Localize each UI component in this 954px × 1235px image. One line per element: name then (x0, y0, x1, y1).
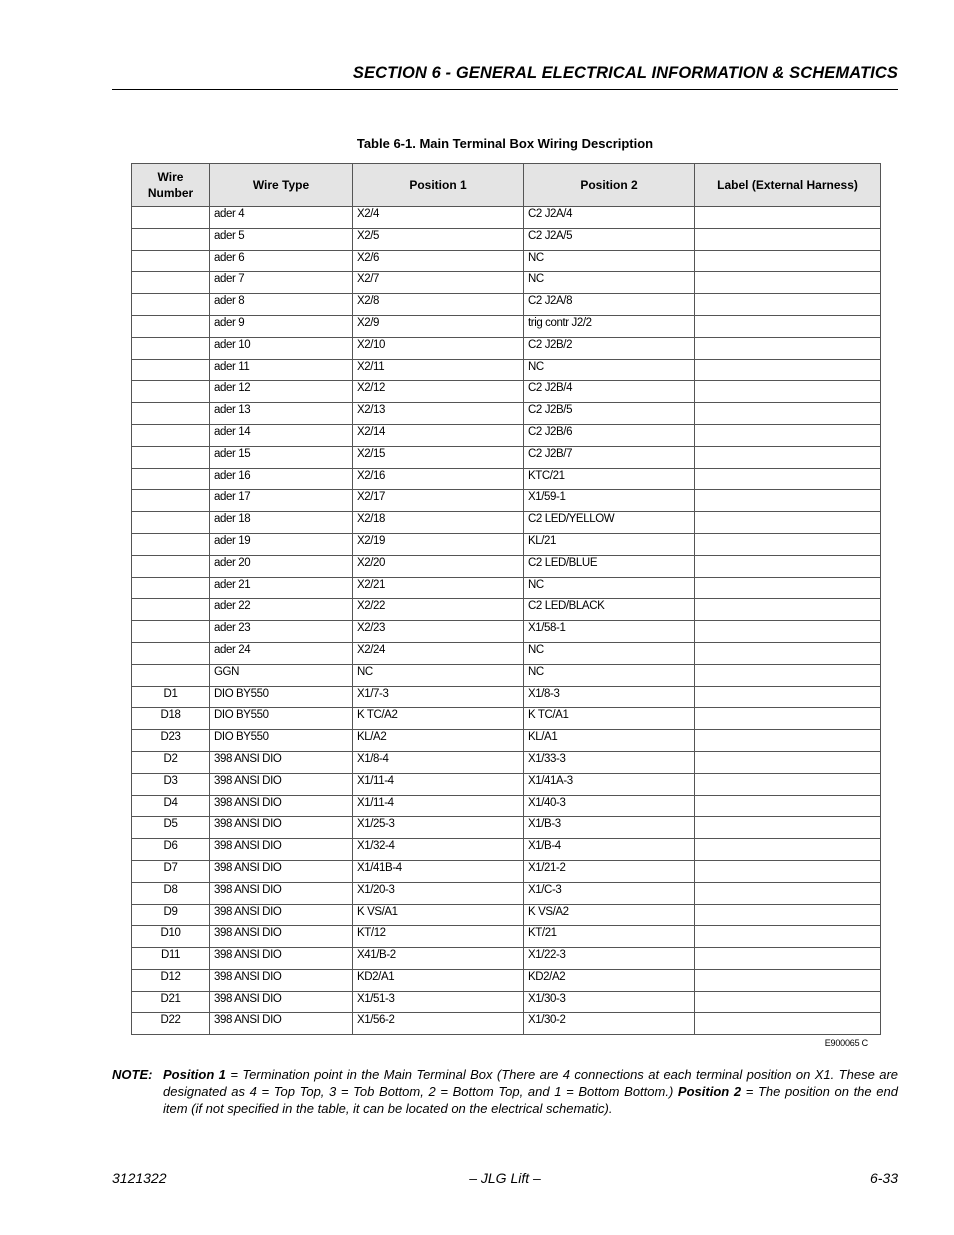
cell-position-2: NC (524, 250, 695, 272)
cell-label (695, 817, 881, 839)
cell-label (695, 795, 881, 817)
cell-wire-type: ader 7 (210, 272, 353, 294)
table-title: Table 6-1. Main Terminal Box Wiring Description (356, 136, 654, 151)
cell-position-1: X1/20-3 (353, 882, 524, 904)
column-header-position-2: Position 2 (524, 164, 695, 207)
cell-position-1: X2/12 (353, 381, 524, 403)
cell-position-1: X1/51-3 (353, 991, 524, 1013)
cell-label (695, 446, 881, 468)
cell-position-1: X2/20 (353, 555, 524, 577)
cell-wire-type: ader 19 (210, 533, 353, 555)
cell-position-1: X2/19 (353, 533, 524, 555)
cell-label (695, 250, 881, 272)
table-row (132, 795, 881, 817)
note-position-1-text: = Termination point in the Main Terminal Box (There are 4 connections at each terminal position on X1. These are designated as 4 = Top Top, 3 = Tob Bottom, 2 = Bottom Top, and 1 = Bottom Bottom.) (163, 1067, 898, 1099)
cell-wire-number (132, 272, 210, 294)
cell-label (695, 926, 881, 948)
cell-position-1: X1/8-4 (353, 751, 524, 773)
cell-label (695, 621, 881, 643)
cell-position-1: X2/22 (353, 599, 524, 621)
cell-position-2: NC (524, 577, 695, 599)
cell-wire-number (132, 642, 210, 664)
table-row (132, 926, 881, 948)
cell-wire-number (132, 207, 210, 229)
cell-position-2: KL/A1 (524, 730, 695, 752)
cell-wire-number (132, 599, 210, 621)
cell-wire-number: D8 (132, 882, 210, 904)
cell-position-1: K VS/A1 (353, 904, 524, 926)
cell-position-1: X41/B-2 (353, 948, 524, 970)
table-row (132, 272, 881, 294)
cell-position-2: NC (524, 642, 695, 664)
cell-wire-number: D4 (132, 795, 210, 817)
cell-position-2: C2 J2A/4 (524, 207, 695, 229)
cell-wire-number (132, 294, 210, 316)
table-row (132, 904, 881, 926)
cell-wire-number (132, 403, 210, 425)
table-row (132, 207, 881, 229)
cell-position-1: X2/11 (353, 359, 524, 381)
cell-position-1: X1/25-3 (353, 817, 524, 839)
cell-wire-number: D22 (132, 1013, 210, 1035)
cell-position-2: X1/59-1 (524, 490, 695, 512)
table-row (132, 250, 881, 272)
cell-wire-type: 398 ANSI DIO (210, 882, 353, 904)
cell-label (695, 708, 881, 730)
column-header-label: Label (External Harness) (695, 164, 881, 207)
cell-position-1: X2/8 (353, 294, 524, 316)
cell-wire-type: 398 ANSI DIO (210, 860, 353, 882)
cell-wire-type: ader 17 (210, 490, 353, 512)
cell-wire-number: D9 (132, 904, 210, 926)
cell-label (695, 664, 881, 686)
cell-wire-type: 398 ANSI DIO (210, 1013, 353, 1035)
table-row (132, 228, 881, 250)
cell-wire-number: D11 (132, 948, 210, 970)
cell-wire-type: 398 ANSI DIO (210, 969, 353, 991)
cell-position-2: X1/B-4 (524, 839, 695, 861)
cell-wire-number (132, 577, 210, 599)
table-row (132, 969, 881, 991)
cell-position-2: KL/21 (524, 533, 695, 555)
cell-position-1: X2/16 (353, 468, 524, 490)
cell-position-1: K TC/A2 (353, 708, 524, 730)
cell-position-2: X1/22-3 (524, 948, 695, 970)
cell-label (695, 642, 881, 664)
table-row (132, 468, 881, 490)
cell-position-2: NC (524, 272, 695, 294)
table-row (132, 686, 881, 708)
cell-wire-number: D2 (132, 751, 210, 773)
cell-label (695, 555, 881, 577)
cell-wire-number (132, 490, 210, 512)
cell-wire-number (132, 424, 210, 446)
cell-wire-type: ader 20 (210, 555, 353, 577)
table-row (132, 446, 881, 468)
cell-position-1: X1/41B-4 (353, 860, 524, 882)
table-row (132, 621, 881, 643)
cell-wire-number: D21 (132, 991, 210, 1013)
cell-label (695, 381, 881, 403)
table-row (132, 599, 881, 621)
cell-wire-type: 398 ANSI DIO (210, 795, 353, 817)
cell-wire-number: D5 (132, 817, 210, 839)
header-divider (112, 89, 898, 90)
cell-position-2: C2 LED/YELLOW (524, 512, 695, 534)
cell-wire-type: 398 ANSI DIO (210, 991, 353, 1013)
cell-label (695, 948, 881, 970)
table-row (132, 533, 881, 555)
cell-position-2: C2 LED/BLACK (524, 599, 695, 621)
cell-position-2: X1/30-3 (524, 991, 695, 1013)
table-row (132, 512, 881, 534)
note-position-2-text: = The position on the end item (if not specified in the table, it can be located on the electrical schematic). (163, 1084, 898, 1116)
table-row (132, 294, 881, 316)
figure-code: E900065 C (824, 1038, 868, 1048)
cell-label (695, 403, 881, 425)
cell-wire-type: ader 5 (210, 228, 353, 250)
cell-label (695, 207, 881, 229)
cell-wire-type: ader 6 (210, 250, 353, 272)
table-row (132, 730, 881, 752)
table-row (132, 490, 881, 512)
table-row (132, 315, 881, 337)
cell-label (695, 490, 881, 512)
cell-position-2: X1/C-3 (524, 882, 695, 904)
cell-wire-type: ader 22 (210, 599, 353, 621)
wiring-table (131, 163, 881, 1035)
cell-position-1: X2/5 (353, 228, 524, 250)
table-row (132, 577, 881, 599)
cell-position-2: C2 J2B/2 (524, 337, 695, 359)
cell-position-1: KT/12 (353, 926, 524, 948)
cell-wire-number (132, 533, 210, 555)
cell-label (695, 294, 881, 316)
cell-wire-type: 398 ANSI DIO (210, 773, 353, 795)
cell-wire-number (132, 664, 210, 686)
cell-label (695, 969, 881, 991)
table-row (132, 1013, 881, 1035)
cell-position-2: C2 LED/BLUE (524, 555, 695, 577)
cell-position-2: C2 J2A/5 (524, 228, 695, 250)
cell-position-1: X1/11-4 (353, 773, 524, 795)
cell-wire-type: ader 21 (210, 577, 353, 599)
cell-label (695, 686, 881, 708)
cell-wire-number (132, 621, 210, 643)
cell-wire-type: ader 16 (210, 468, 353, 490)
cell-wire-number: D12 (132, 969, 210, 991)
cell-wire-type: DIO BY550 (210, 708, 353, 730)
wiring-table-body (132, 207, 881, 1035)
cell-position-1: X2/14 (353, 424, 524, 446)
cell-wire-number: D18 (132, 708, 210, 730)
cell-wire-type: ader 9 (210, 315, 353, 337)
cell-wire-number: D10 (132, 926, 210, 948)
cell-position-1: X2/9 (353, 315, 524, 337)
cell-wire-type: 398 ANSI DIO (210, 948, 353, 970)
cell-wire-type: ader 24 (210, 642, 353, 664)
note-text (163, 1066, 898, 1117)
cell-label (695, 272, 881, 294)
cell-wire-number: D3 (132, 773, 210, 795)
table-row (132, 664, 881, 686)
cell-wire-type: DIO BY550 (210, 686, 353, 708)
cell-wire-number: D6 (132, 839, 210, 861)
cell-label (695, 882, 881, 904)
cell-position-1: X1/7-3 (353, 686, 524, 708)
footer-doc-number: 3121322 (112, 1170, 167, 1186)
cell-position-1: X2/15 (353, 446, 524, 468)
cell-wire-number (132, 555, 210, 577)
table-row (132, 817, 881, 839)
table-row (132, 882, 881, 904)
note-block (112, 1066, 898, 1117)
cell-position-2: X1/58-1 (524, 621, 695, 643)
cell-label (695, 337, 881, 359)
cell-position-2: K TC/A1 (524, 708, 695, 730)
column-header-wire-type: Wire Type (210, 164, 353, 207)
cell-wire-type: ader 18 (210, 512, 353, 534)
cell-position-2: X1/8-3 (524, 686, 695, 708)
cell-wire-number: D23 (132, 730, 210, 752)
cell-wire-number (132, 446, 210, 468)
cell-label (695, 730, 881, 752)
cell-position-2: KT/21 (524, 926, 695, 948)
cell-wire-type: GGN (210, 664, 353, 686)
cell-position-2: C2 J2B/4 (524, 381, 695, 403)
column-header-position-1: Position 1 (353, 164, 524, 207)
cell-label (695, 839, 881, 861)
cell-position-2: KTC/21 (524, 468, 695, 490)
table-row (132, 948, 881, 970)
note-label: NOTE: (112, 1067, 153, 1082)
cell-position-2: X1/41A-3 (524, 773, 695, 795)
table-row (132, 839, 881, 861)
cell-label (695, 773, 881, 795)
table-row (132, 359, 881, 381)
table-row (132, 773, 881, 795)
cell-position-2: X1/30-2 (524, 1013, 695, 1035)
cell-label (695, 860, 881, 882)
cell-wire-type: ader 15 (210, 446, 353, 468)
cell-label (695, 991, 881, 1013)
cell-position-1: X2/6 (353, 250, 524, 272)
cell-label (695, 904, 881, 926)
cell-position-2: trig contr J2/2 (524, 315, 695, 337)
cell-label (695, 228, 881, 250)
cell-position-1: X2/13 (353, 403, 524, 425)
cell-wire-type: ader 12 (210, 381, 353, 403)
cell-wire-type: ader 11 (210, 359, 353, 381)
cell-label (695, 599, 881, 621)
table-row (132, 337, 881, 359)
cell-wire-type: 398 ANSI DIO (210, 926, 353, 948)
footer-publisher: – JLG Lift – (469, 1170, 541, 1186)
cell-position-1: X2/24 (353, 642, 524, 664)
cell-wire-number (132, 337, 210, 359)
cell-position-1: X1/32-4 (353, 839, 524, 861)
table-row (132, 642, 881, 664)
cell-position-2: NC (524, 664, 695, 686)
cell-label (695, 512, 881, 534)
cell-position-2: K VS/A2 (524, 904, 695, 926)
cell-label (695, 424, 881, 446)
cell-position-1: KL/A2 (353, 730, 524, 752)
cell-position-1: X1/11-4 (353, 795, 524, 817)
cell-wire-number (132, 381, 210, 403)
cell-wire-type: 398 ANSI DIO (210, 839, 353, 861)
cell-position-2: C2 J2B/6 (524, 424, 695, 446)
table-row (132, 555, 881, 577)
footer-page-number: 6-33 (869, 1170, 898, 1186)
cell-wire-type: ader 13 (210, 403, 353, 425)
cell-position-2: KD2/A2 (524, 969, 695, 991)
cell-wire-number: D1 (132, 686, 210, 708)
cell-position-2: NC (524, 359, 695, 381)
table-row (132, 991, 881, 1013)
note-term-position-1: Position 1 (163, 1067, 226, 1082)
table-row (132, 751, 881, 773)
cell-wire-number (132, 468, 210, 490)
cell-position-2: X1/33-3 (524, 751, 695, 773)
cell-label (695, 533, 881, 555)
cell-position-1: X2/18 (353, 512, 524, 534)
cell-label (695, 577, 881, 599)
cell-position-1: X2/7 (353, 272, 524, 294)
cell-position-1: X1/56-2 (353, 1013, 524, 1035)
cell-position-2: X1/21-2 (524, 860, 695, 882)
cell-label (695, 1013, 881, 1035)
note-term-position-2: Position 2 (677, 1084, 742, 1099)
cell-wire-number (132, 359, 210, 381)
cell-position-2: C2 J2A/8 (524, 294, 695, 316)
cell-position-2: X1/B-3 (524, 817, 695, 839)
cell-position-1: X2/23 (353, 621, 524, 643)
cell-position-2: C2 J2B/7 (524, 446, 695, 468)
cell-position-1: X2/4 (353, 207, 524, 229)
cell-position-1: NC (353, 664, 524, 686)
cell-wire-type: ader 8 (210, 294, 353, 316)
cell-wire-number (132, 228, 210, 250)
table-header-row (132, 164, 881, 207)
cell-wire-type: ader 14 (210, 424, 353, 446)
cell-wire-type: 398 ANSI DIO (210, 751, 353, 773)
cell-label (695, 468, 881, 490)
table-row (132, 381, 881, 403)
cell-label (695, 359, 881, 381)
cell-wire-type: 398 ANSI DIO (210, 904, 353, 926)
cell-position-1: KD2/A1 (353, 969, 524, 991)
cell-position-2: X1/40-3 (524, 795, 695, 817)
table-row (132, 708, 881, 730)
cell-position-1: X2/10 (353, 337, 524, 359)
cell-wire-type: ader 4 (210, 207, 353, 229)
cell-wire-type: ader 10 (210, 337, 353, 359)
column-header-wire-number: Wire Number (132, 164, 210, 207)
cell-label (695, 315, 881, 337)
cell-wire-type: DIO BY550 (210, 730, 353, 752)
cell-wire-type: ader 23 (210, 621, 353, 643)
cell-position-2: C2 J2B/5 (524, 403, 695, 425)
cell-position-1: X2/17 (353, 490, 524, 512)
cell-label (695, 751, 881, 773)
table-row (132, 424, 881, 446)
table-row (132, 860, 881, 882)
table-row (132, 403, 881, 425)
cell-wire-number (132, 250, 210, 272)
cell-wire-type: 398 ANSI DIO (210, 817, 353, 839)
cell-wire-number (132, 315, 210, 337)
cell-wire-number: D7 (132, 860, 210, 882)
cell-position-1: X2/21 (353, 577, 524, 599)
cell-wire-number (132, 512, 210, 534)
section-title: SECTION 6 - GENERAL ELECTRICAL INFORMATION & SCHEMATICS (352, 64, 898, 82)
